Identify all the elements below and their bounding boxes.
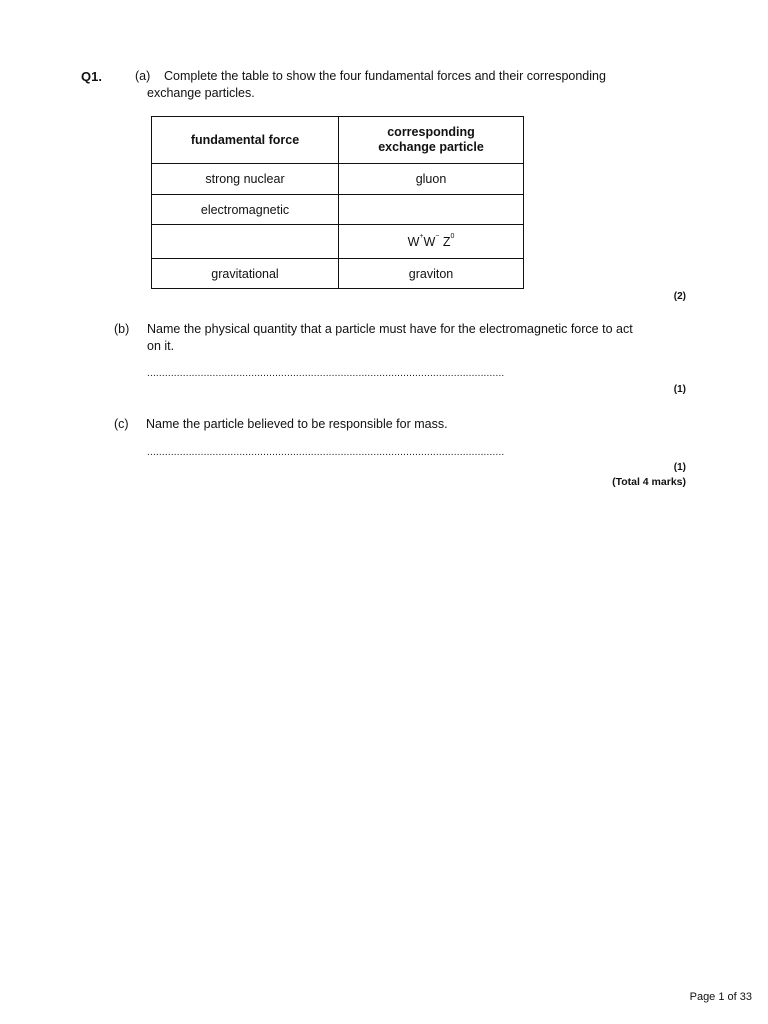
header-fundamental-force: fundamental force xyxy=(152,117,339,164)
part-a-mark: (2) xyxy=(673,291,686,302)
part-a-text-line1: Complete the table to show the four fundamental forces and their corresponding xyxy=(164,69,606,83)
force-cell: strong nuclear xyxy=(152,164,339,195)
part-b-mark: (1) xyxy=(673,384,686,395)
particle-cell: graviton xyxy=(339,259,524,289)
particle-cell-blank[interactable] xyxy=(339,195,524,225)
header-exchange-particle-line2: exchange particle xyxy=(378,140,484,154)
forces-table xyxy=(151,116,524,289)
part-b-label: (b) xyxy=(114,322,130,336)
part-b-answer-line[interactable]: ........................................................................................................................ xyxy=(147,368,505,379)
table-header-row xyxy=(152,117,524,164)
particle-cell-w-z-bosons: W+W− $Z^0$ xyxy=(339,225,524,259)
part-c-answer-line[interactable]: ........................................................................................................................ xyxy=(147,447,505,458)
part-a-text-line2: exchange particles. xyxy=(147,86,255,100)
table-row xyxy=(152,225,524,259)
force-cell: gravitational xyxy=(152,259,339,289)
page-number: Page 1 of 33 xyxy=(689,991,752,1003)
force-cell-blank[interactable] xyxy=(152,225,339,259)
header-exchange-particle xyxy=(339,117,524,164)
part-a-label: (a) xyxy=(135,69,151,83)
question-number: Q1. xyxy=(81,69,102,84)
force-cell: electromagnetic xyxy=(152,195,339,225)
table-row xyxy=(152,195,524,225)
part-c-mark: (1) xyxy=(673,462,686,473)
table-row xyxy=(152,164,524,195)
part-c-text: Name the particle believed to be responsible for mass. xyxy=(146,417,448,431)
total-marks: (Total 4 marks) xyxy=(612,476,686,488)
header-exchange-particle-line1: corresponding xyxy=(387,125,475,139)
part-c-label: (c) xyxy=(114,417,129,431)
part-b-text-line1: Name the physical quantity that a particle must have for the electromagnetic force to act xyxy=(147,322,633,336)
table-row xyxy=(152,259,524,289)
particle-cell: gluon xyxy=(339,164,524,195)
part-b-text-line2: on it. xyxy=(147,339,175,353)
